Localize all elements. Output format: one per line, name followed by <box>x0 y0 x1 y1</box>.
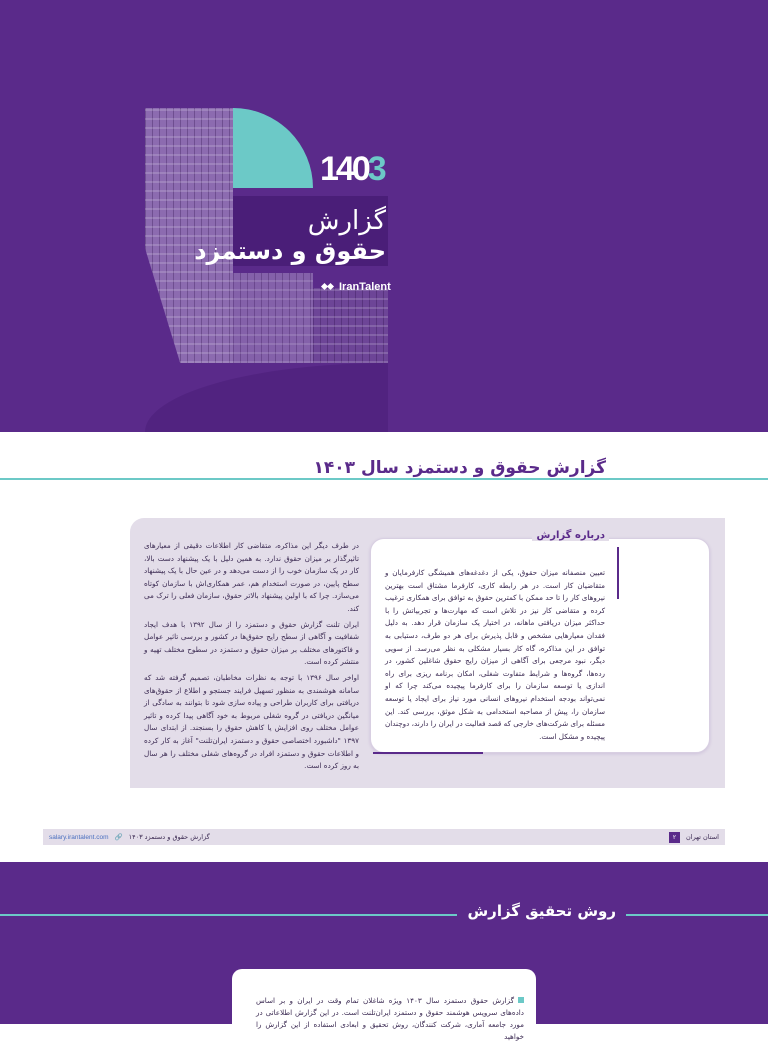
page-number: ۲ <box>669 832 680 843</box>
logo-mark-icon <box>322 282 335 292</box>
cover-title-line1: گزارش <box>307 206 386 236</box>
logo-text: IranTalent <box>339 281 391 293</box>
about-text: تعیین منصفانه میزان حقوق، یکی از دغدغه‌های همیشگی کارفرمایان و متقاضیان کار است. در هر رابطه کاری، کارفرما مشتاق است بهترین نیروهای کار را تا حد ممکن با کمترین حقوق به توافق برای همکاری ترغیب کرده و متقاضی کار نیز در تلاش است که مهارت‌ها و تجربیاتش را با حداکثر میزان دریافتی ماهانه، در اختیار یک سازمان قرار دهد. به دلیل فقدان معیارهایی مشخص و قابل پذیرش برای هر دو طرف، دستیابی به توافق در این مذاکره، گاه کار بسیار مشکلی به نظر می‌رسد. از سویی دیگر، نبود مرجعی برای آگاهی از میزان رایج حقوق شاغلین کشور، در رده‌ها، گروه‌ها و شرایط متفاوت شغلی، امکان برنامه ریزی برای راه اندازی یا توسعه سازمان را برای کارفرما پیچیده می‌کند چرا که او نمی‌تواند بودجه استخدام نیروهای انسانی مورد نیاز برای ایجاد یا توسعه سازمان را، پیش از مصاحبه استخدامی به شکل موثق، بررسی کند. این مسئله برای شرکت‌های خارجی که قصد فعالیت در ایران را دارند، دوچندان پیچیده و مشکل است. <box>385 568 605 741</box>
method-text <box>256 995 524 1043</box>
footer-url-link[interactable]: salary.irantalent.com <box>49 833 109 841</box>
year-main: 140 <box>320 150 368 188</box>
irantalent-logo <box>322 281 391 293</box>
decorative-shape <box>145 363 388 432</box>
building-image <box>313 288 388 363</box>
cover-page <box>0 0 768 432</box>
link-icon: 🔗 <box>114 833 123 841</box>
cover-title-line2: حقوق و دستمزد <box>194 237 386 265</box>
accent-bar <box>373 752 483 754</box>
teal-quarter-circle <box>233 108 313 188</box>
cover-title <box>194 206 386 266</box>
method-card <box>232 969 536 1049</box>
accent-bar <box>617 547 619 599</box>
footer-left <box>49 833 210 841</box>
year-accent: 3 <box>367 150 384 188</box>
bullet-icon <box>518 997 524 1003</box>
report-page-3 <box>0 862 768 1041</box>
report-page-2 <box>0 432 768 862</box>
title-rule <box>0 478 768 480</box>
paragraph: اواخر سال ۱۳۹۶ با توجه به نظرات مخاطبان، تصمیم گرفته شد که سامانه هوشمندی به منظور تسهیل فرایند جستجو و اطلاع از حقوق‌های دریافتی برای کاربران طراحی و پیاده سازی شود تا بتوانند به سادگی از میانگین دریافتی در گروه شغلی مربوط به خود آگاهی پیدا کرده و تاثیر عوامل مختلف روی افزایش یا کاهش حقوق را بسنجند. از ابتدای سال ۱۳۹۷ "داشبورد اختصاصی حقوق و دستمزد ایران‌تلنت" آغاز به کار کرده و اطلاعات حقوق و دستمزد افراد در گروه‌های شغلی مختلف را هر سال به روز کرده است. <box>144 672 359 771</box>
page-footer <box>43 829 725 845</box>
title-rule <box>0 914 768 916</box>
cover-year <box>320 150 384 189</box>
about-title: درباره گزارش <box>532 530 609 541</box>
footer-right <box>669 832 719 843</box>
footer-location: استان تهران <box>685 833 719 841</box>
content-panel <box>130 518 725 788</box>
paragraph: در طرف دیگر این مذاکره، متقاضی کار اطلاعات دقیقی از معیارهای تاثیرگذار بر میزان حقوق ندارد. به همین دلیل با یک پیشنهاد دست بالا، کار در یک سازمان خوب را از دست می‌دهد و در عین حال با یک پیشنهاد سطح پایین، در صورت استخدام هم، عمر همکاری‌اش با سازمان کوتاه می‌سازد. چرا که با اولین پیشنهاد بالاتر حقوق، سازمان فعلی را ترک می کند. <box>144 541 359 613</box>
method-paragraph: گزارش حقوق دستمزد سال ۱۴۰۳ ویژه شاغلان تمام وقت در ایران و بر اساس داده‌های سرویس هوشمند حقوق و دستمزد ایران‌تلنت است. در این گزارش اطلاعاتی در مورد جامعه آماری، شرکت کنندگان، روش تحقیق و ابعادی استفاده از این گزارش را خواهید <box>256 996 524 1041</box>
page-title: گزارش حقوق و دستمزد سال ۱۴۰۳ <box>302 458 618 478</box>
building-image <box>233 273 313 363</box>
section-title: روش تحقیق گزارش <box>457 902 626 920</box>
footer-doc-title: گزارش حقوق و دستمزد ۱۴۰۳ <box>128 833 210 841</box>
intro-column <box>144 540 359 776</box>
paragraph: ایران تلنت گزارش حقوق و دستمزد را از سال ۱۳۹۲ با هدف ایجاد شفافیت و آگاهی از سطح رایج حقوق‌ها در کشور و بررسی تاثیر عوامل و فاکتورهای مختلف بر میزان حقوق و دستمزد در سطوح مختلف تهیه و منتشر کرده است. <box>144 619 359 667</box>
about-report-card <box>370 530 710 753</box>
